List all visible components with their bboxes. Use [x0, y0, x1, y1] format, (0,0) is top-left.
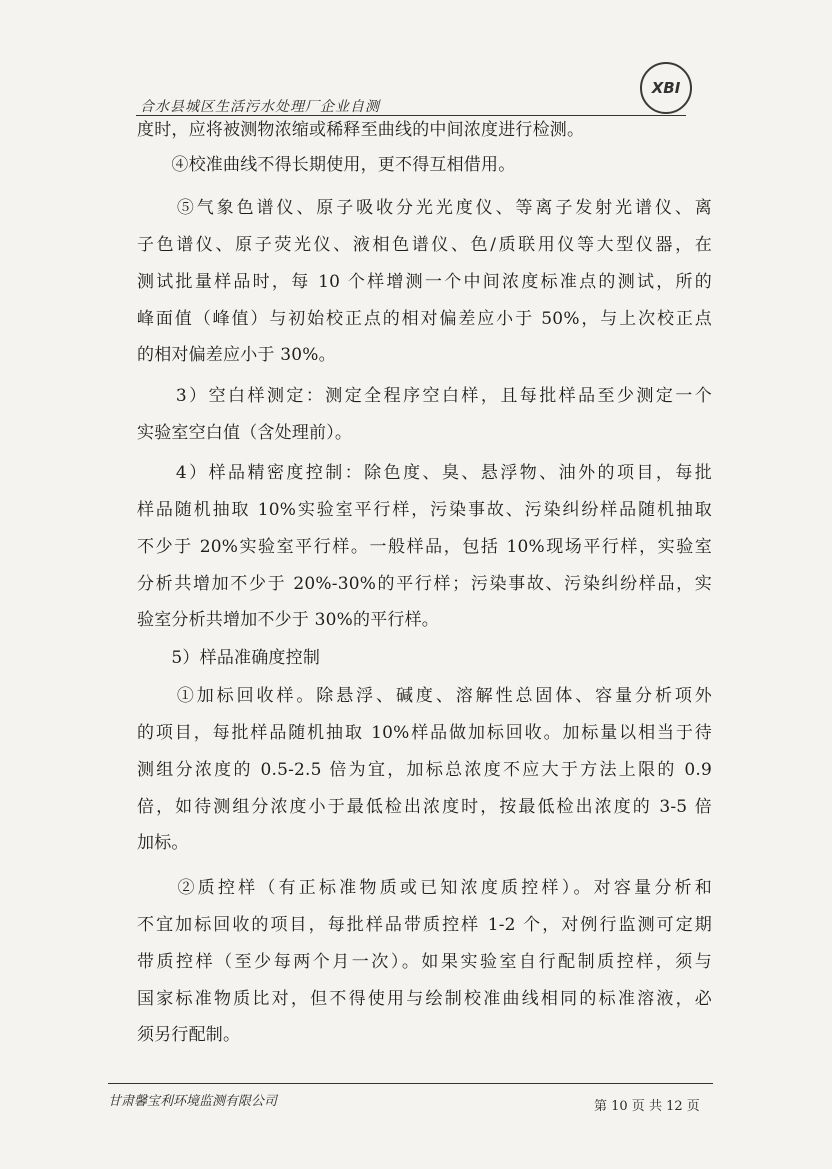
body-line: 国家标准物质比对，但不得使用与绘制校准曲线相同的标准溶液，必	[137, 989, 712, 1009]
body-line: 样品随机抽取 10%实验室平行样，污染事故、污染纠纷样品随机抽取	[137, 500, 712, 520]
footer-company: 甘肃馨宝利环境监测有限公司	[108, 1094, 278, 1109]
body-line: 分析共增加不少于 20%-30%的平行样；污染事故、污染纠纷样品，实	[137, 574, 712, 594]
company-logo: XBI	[640, 62, 692, 114]
header-divider	[136, 115, 686, 116]
body-line: 3）空白样测定：测定全程序空白样，且每批样品至少测定一个	[137, 386, 712, 406]
footer-divider	[108, 1083, 713, 1084]
page-number: 第 10 页 共 12 页	[594, 1099, 700, 1114]
body-line: 子色谱仪、原子荧光仪、液相色谱仪、色/质联用仪等大型仪器，在	[137, 235, 712, 255]
body-line: 不宜加标回收的项目，每批样品带质控样 1-2 个，对例行监测可定期	[137, 915, 712, 935]
header-title: 合水县城区生活污水处理厂企业自测	[140, 99, 380, 115]
body-line: 的相对偏差应小于 30%。	[137, 345, 336, 365]
body-line: 峰面值（峰值）与初始校正点的相对偏差应小于 50%，与上次校正点	[137, 309, 712, 329]
body-line: 加标。	[137, 833, 189, 853]
body-line: 4）样品精密度控制：除色度、臭、悬浮物、油外的项目，每批	[137, 463, 712, 483]
body-line: ①加标回收样。除悬浮、碱度、溶解性总固体、容量分析项外	[137, 686, 712, 706]
body-line: 5）样品准确度控制	[137, 648, 321, 668]
body-line: 不少于 20%实验室平行样。一般样品，包括 10%现场平行样，实验室	[137, 537, 712, 557]
body-line: ④校准曲线不得长期使用，更不得互相借用。	[137, 155, 516, 175]
body-line: 须另行配制。	[137, 1025, 241, 1045]
body-line: 倍，如待测组分浓度小于最低检出浓度时，按最低检出浓度的 3-5 倍	[137, 797, 712, 817]
body-line: ⑤气象色谱仪、原子吸收分光光度仪、等离子发射光谱仪、离	[137, 198, 712, 218]
body-line: 度时，应将被测物浓缩或稀释至曲线的中间浓度进行检测。	[137, 120, 585, 140]
body-line: 的项目，每批样品随机抽取 10%样品做加标回收。加标量以相当于待	[137, 723, 712, 743]
body-line: ②质控样（有正标准物质或已知浓度质控样）。对容量分析和	[137, 878, 712, 898]
body-line: 测组分浓度的 0.5-2.5 倍为宜，加标总浓度不应大于方法上限的 0.9	[137, 760, 712, 780]
body-line: 实验室空白值（含处理前）。	[137, 423, 353, 443]
body-line: 带质控样（至少每两个月一次）。如果实验室自行配制质控样，须与	[137, 952, 712, 972]
body-line: 测试批量样品时，每 10 个样增测一个中间浓度标准点的测试，所的	[137, 272, 712, 292]
body-line: 验室分析共增加不少于 30%的平行样。	[137, 610, 439, 630]
